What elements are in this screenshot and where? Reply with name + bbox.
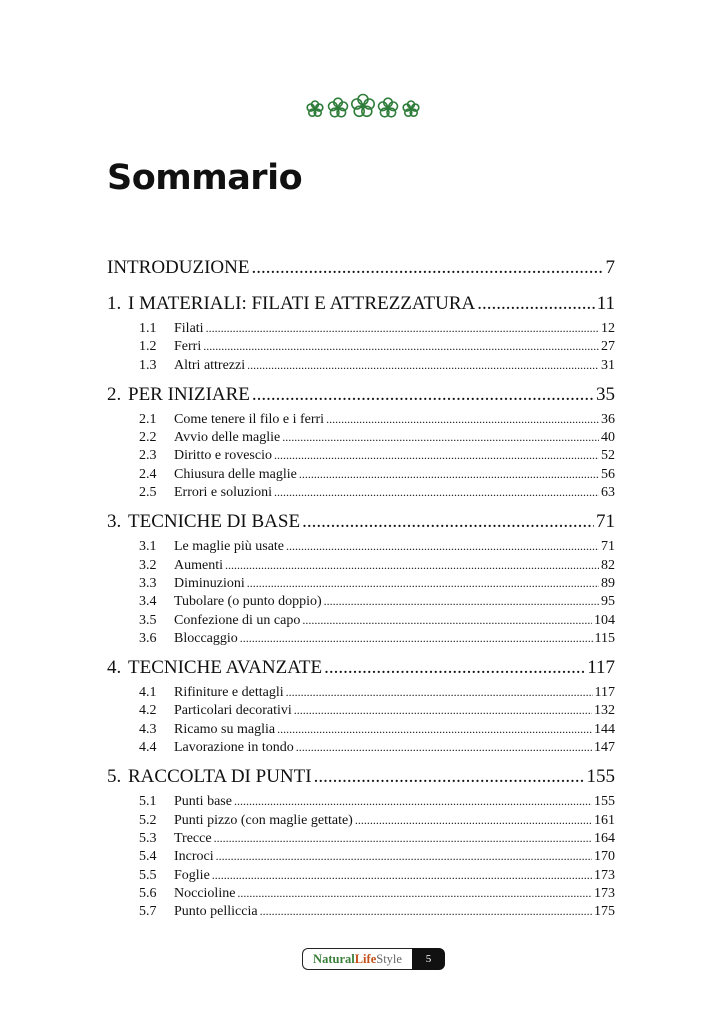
toc-chapter-number: 3.	[107, 511, 122, 533]
toc-leader	[216, 847, 592, 865]
toc-chapter-page: 117	[587, 657, 615, 679]
toc-leader	[206, 319, 599, 337]
toc-leader	[302, 611, 592, 629]
toc-leader	[324, 592, 599, 610]
toc-section[interactable]	[107, 446, 615, 464]
toc-leader	[294, 701, 592, 719]
toc-section-label: Foglie	[174, 867, 210, 883]
toc-section[interactable]	[107, 356, 615, 374]
toc-section-number: 3.1	[139, 539, 157, 555]
toc-section[interactable]	[107, 847, 615, 865]
toc-section-label: Ferri	[174, 339, 202, 355]
toc-leader	[260, 902, 592, 920]
toc-section-number: 3.6	[139, 630, 157, 646]
toc-section-label: Avvio delle maglie	[174, 430, 281, 446]
toc-section-label: Punto pelliccia	[174, 904, 258, 920]
toc-section-label: Ricamo su maglia	[174, 721, 276, 737]
toc-chapter-label: RACCOLTA DI PUNTI	[128, 766, 312, 788]
toc-intro-label: INTRODUZIONE	[107, 257, 250, 278]
brand-logo	[302, 948, 412, 970]
toc-section[interactable]	[107, 738, 615, 756]
toc-chapter-number: 1.	[107, 293, 122, 314]
toc-section[interactable]	[107, 337, 615, 355]
toc-section-number: 5.3	[139, 830, 157, 846]
toc-section-page: 89	[601, 575, 615, 591]
toc-section[interactable]	[107, 410, 615, 428]
brand-part-1: Natural	[313, 951, 355, 966]
footer-brand	[302, 948, 445, 970]
toc-section[interactable]	[107, 537, 615, 555]
toc-section-number: 4.2	[139, 703, 157, 719]
toc-section[interactable]	[107, 556, 615, 574]
brand-part-3: Style	[376, 951, 402, 966]
toc-section-page: 147	[594, 740, 615, 756]
toc-section[interactable]	[107, 902, 615, 920]
toc-intro[interactable]	[107, 253, 615, 283]
toc-section-page: 36	[601, 411, 615, 427]
toc-section-number: 2.1	[139, 411, 157, 427]
toc-section-label: Confezione di un capo	[174, 612, 301, 628]
toc-section-number: 3.5	[139, 612, 157, 628]
toc-leader	[324, 653, 585, 683]
toc-section-number: 4.3	[139, 721, 157, 737]
toc-section-number: 5.6	[139, 885, 157, 901]
flower-row-icon	[303, 92, 423, 122]
toc-section-page: 170	[594, 849, 615, 865]
toc-chapter[interactable]	[107, 762, 615, 792]
toc-section-number: 3.2	[139, 557, 157, 573]
toc-section-number: 4.1	[139, 685, 157, 701]
toc-section-number: 2.2	[139, 430, 157, 446]
toc-section-number: 2.4	[139, 466, 157, 482]
toc-leader	[477, 289, 594, 319]
toc-section-page: 40	[601, 430, 615, 446]
toc-section-number: 4.4	[139, 740, 157, 756]
toc-section-label: Noccioline	[174, 885, 236, 901]
toc-section-page: 82	[601, 557, 615, 573]
toc-section[interactable]	[107, 866, 615, 884]
toc-leader	[212, 866, 592, 884]
toc-section-label: Le maglie più usate	[174, 539, 285, 555]
toc-leader	[274, 446, 599, 464]
toc-section[interactable]	[107, 465, 615, 483]
toc-section-page: 117	[594, 685, 615, 701]
toc-chapter[interactable]	[107, 380, 615, 410]
toc-chapter-page: 71	[596, 511, 615, 533]
toc-leader	[286, 537, 599, 555]
toc-chapter-number: 5.	[107, 766, 122, 788]
toc-section-label: Incroci	[174, 849, 214, 865]
toc-section-page: 12	[601, 321, 615, 336]
toc-leader	[299, 465, 599, 483]
toc-section-page: 155	[594, 794, 615, 810]
toc-section-page: 27	[601, 339, 615, 355]
toc-section-label: Aumenti	[174, 557, 223, 573]
toc-section-page: 95	[601, 594, 615, 610]
toc-section-page: 115	[594, 630, 615, 646]
toc-section-page: 144	[594, 721, 615, 737]
toc-leader	[277, 720, 592, 738]
toc-section[interactable]	[107, 428, 615, 446]
toc-chapter-label: I MATERIALI: FILATI E ATTREZZATURA	[128, 293, 476, 314]
toc-section-page: 173	[594, 867, 615, 883]
toc-section-number: 2.3	[139, 448, 157, 464]
toc-section-number: 1.3	[139, 357, 157, 373]
toc-leader	[247, 574, 599, 592]
toc-leader	[282, 428, 599, 446]
toc-chapters	[107, 289, 615, 920]
toc-leader	[355, 811, 592, 829]
toc-leader	[252, 380, 594, 410]
toc-leader	[247, 356, 599, 374]
toc-chapter-page: 35	[596, 383, 615, 405]
toc-section-label: Bloccaggio	[174, 630, 238, 646]
page-number: 5	[412, 948, 445, 970]
toc-section[interactable]	[107, 720, 615, 738]
toc-section-number: 5.2	[139, 812, 157, 828]
toc-section-label: Punti pizzo (con maglie gettate)	[174, 812, 353, 828]
toc-chapter-page: 11	[596, 293, 615, 314]
toc-section-number: 3.4	[139, 594, 157, 610]
toc-section[interactable]	[107, 811, 615, 829]
toc-section[interactable]	[107, 483, 615, 501]
toc-section[interactable]	[107, 574, 615, 592]
toc-section-label: Errori e soluzioni	[174, 485, 272, 501]
toc-leader	[234, 792, 592, 810]
toc-section[interactable]	[107, 592, 615, 610]
toc-section-number: 5.5	[139, 867, 157, 883]
toc-section[interactable]	[107, 701, 615, 719]
toc-section-label: Rifiniture e dettagli	[174, 685, 284, 701]
toc-section-page: 175	[594, 904, 615, 920]
toc-section-label: Come tenere il filo e i ferri	[174, 411, 325, 427]
toc-section-label: Chiusura delle maglie	[174, 466, 297, 482]
toc-section-number: 5.7	[139, 904, 157, 920]
toc-section[interactable]	[107, 611, 615, 629]
toc-section[interactable]	[107, 829, 615, 847]
toc-section-number: 1.2	[139, 339, 157, 355]
toc-section-number: 3.3	[139, 575, 157, 591]
toc-section-label: Particolari decorativi	[174, 703, 292, 719]
toc-chapter[interactable]	[107, 289, 615, 319]
toc-chapter-number: 4.	[107, 657, 122, 679]
toc-section-page: 56	[601, 466, 615, 482]
toc-leader	[225, 556, 599, 574]
toc-leader	[251, 253, 603, 283]
toc-leader	[326, 410, 599, 428]
toc-section-page: 132	[594, 703, 615, 719]
toc-section-label: Lavorazione in tondo	[174, 740, 294, 756]
toc-section-page: 104	[594, 612, 615, 628]
toc-section-number: 1.1	[139, 321, 157, 336]
toc-leader	[240, 629, 593, 647]
toc-leader	[314, 762, 585, 792]
toc-chapter[interactable]	[107, 653, 615, 683]
table-of-contents	[107, 253, 615, 920]
toc-leader	[214, 829, 592, 847]
toc-section[interactable]	[107, 792, 615, 810]
toc-section-label: Tubolare (o punto doppio)	[174, 594, 322, 610]
toc-section[interactable]	[107, 629, 615, 647]
toc-section-label: Diritto e rovescio	[174, 448, 272, 464]
toc-leader	[203, 337, 599, 355]
page-title: Sommario	[107, 158, 303, 198]
toc-section-label: Punti base	[174, 794, 232, 810]
toc-chapter-label: TECNICHE AVANZATE	[128, 657, 323, 679]
toc-leader	[296, 738, 592, 756]
toc-chapter-number: 2.	[107, 383, 122, 405]
toc-section[interactable]	[107, 319, 615, 337]
toc-section-page: 31	[601, 357, 615, 373]
toc-chapter-label: TECNICHE DI BASE	[128, 511, 301, 533]
floral-ornament	[0, 92, 725, 127]
toc-leader	[286, 683, 593, 701]
toc-section-page: 173	[594, 885, 615, 901]
toc-section-page: 164	[594, 830, 615, 846]
toc-section-number: 5.4	[139, 849, 157, 865]
toc-section-label: Filati	[174, 321, 204, 336]
toc-leader	[237, 884, 592, 902]
toc-section[interactable]	[107, 683, 615, 701]
toc-chapter[interactable]	[107, 507, 615, 537]
toc-section-page: 63	[601, 485, 615, 501]
toc-section-number: 2.5	[139, 485, 157, 501]
toc-leader	[302, 507, 594, 537]
brand-part-2: Life	[354, 951, 377, 966]
toc-section-label: Trecce	[174, 830, 212, 846]
toc-leader	[274, 483, 599, 501]
toc-section-number: 5.1	[139, 794, 157, 810]
toc-section-page: 71	[601, 539, 615, 555]
toc-intro-page: 7	[605, 257, 615, 278]
toc-section-label: Diminuzioni	[174, 575, 245, 591]
toc-section-label: Altri attrezzi	[174, 357, 246, 373]
toc-chapter-page: 155	[586, 766, 615, 788]
toc-chapter-label: PER INIZIARE	[128, 383, 250, 405]
toc-section[interactable]	[107, 884, 615, 902]
toc-section-page: 52	[601, 448, 615, 464]
toc-section-page: 161	[594, 812, 615, 828]
